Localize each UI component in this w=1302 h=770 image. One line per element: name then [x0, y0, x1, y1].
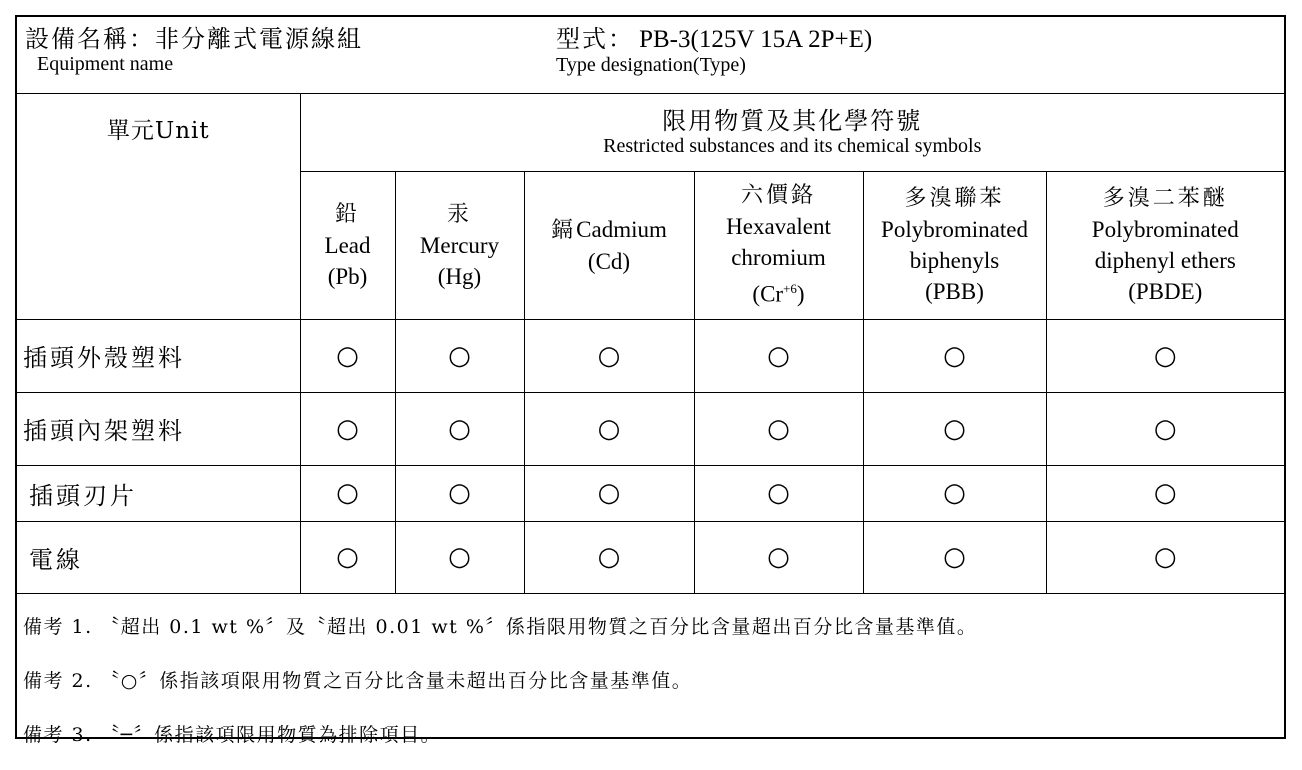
- status-mark: ○: [524, 319, 694, 392]
- status-mark: ○: [300, 465, 395, 521]
- cadmium-symbol: (Cd): [587, 248, 631, 274]
- lead-zh: 鉛: [334, 201, 360, 227]
- pbb-zh: 多溴聯苯: [904, 186, 1005, 211]
- status-mark: ○: [694, 319, 863, 392]
- lead-en: Lead: [324, 232, 371, 258]
- rohs-declaration-sheet: [15, 15, 1286, 746]
- pbb-symbol: (PBB): [925, 279, 984, 304]
- substance-pbb: [863, 171, 1046, 319]
- status-mark: ○: [524, 521, 694, 593]
- status-mark: ○: [863, 465, 1046, 521]
- status-mark: ○: [863, 319, 1046, 392]
- lead-symbol: (Pb): [327, 263, 368, 289]
- status-mark: ○: [300, 319, 395, 392]
- type-designation-cell: [556, 17, 1284, 93]
- table-row: [17, 521, 1284, 593]
- header-row: [17, 17, 1284, 93]
- pbde-symbol: (PBDE): [1128, 279, 1203, 304]
- restricted-title-row: [17, 93, 1284, 171]
- chromium-en2: chromium: [731, 245, 826, 271]
- note-3: 備考 3. 〝─〞係指該項限用物質為排除項目。: [23, 723, 442, 746]
- chromium-en1: Hexavalent: [726, 214, 831, 240]
- status-mark: ○: [1046, 319, 1284, 392]
- equipment-label-en: Equipment name: [37, 53, 174, 75]
- restricted-title-en: Restricted substances and its chemical symbols: [603, 135, 982, 157]
- unit-name: 插頭刃片: [17, 465, 300, 521]
- pbde-en1: Polybrominated: [1091, 217, 1239, 242]
- status-mark: ○: [395, 521, 524, 593]
- pbb-en2: biphenyls: [909, 248, 1000, 273]
- status-mark: ○: [694, 465, 863, 521]
- note-1: 備考 1. 〝超出 0.1 wt %〞及〝超出 0.01 wt %〞係指限用物質之百分比含量超出百分比含量基準值。: [23, 615, 978, 638]
- status-mark: ○: [694, 521, 863, 593]
- type-label-zh: 型式：: [556, 25, 634, 53]
- status-mark: ○: [395, 465, 524, 521]
- substance-lead: [300, 171, 395, 319]
- substance-cadmium: [524, 171, 694, 319]
- cadmium-zh: 鎘: [551, 217, 577, 243]
- unit-name: 電線: [17, 521, 300, 593]
- status-mark: ○: [524, 392, 694, 465]
- status-mark: ○: [863, 392, 1046, 465]
- table-row: [17, 465, 1284, 521]
- table-row: [17, 392, 1284, 465]
- status-mark: ○: [395, 319, 524, 392]
- status-mark: ○: [1046, 521, 1284, 593]
- status-mark: ○: [300, 392, 395, 465]
- type-value: PB-3(125V 15A 2P+E): [639, 26, 873, 53]
- table-row: [17, 319, 1284, 392]
- restricted-substances-table: [17, 17, 1284, 770]
- substance-hexavalent-chromium: [694, 171, 863, 319]
- substance-mercury: [395, 171, 524, 319]
- notes-cell: [17, 593, 1284, 770]
- type-label-en: Type designation(Type): [556, 54, 746, 76]
- status-mark: ○: [300, 521, 395, 593]
- pbde-en2: diphenyl ethers: [1094, 248, 1236, 273]
- unit-name: 插頭外殼塑料: [17, 319, 300, 392]
- mercury-zh: 汞: [446, 201, 472, 227]
- status-mark: ○: [1046, 465, 1284, 521]
- cadmium-en: Cadmium: [576, 216, 667, 242]
- note-2: 備考 2. 〝○〞係指該項限用物質之百分比含量未超出百分比含量基準值。: [23, 669, 693, 692]
- substance-pbde: [1046, 171, 1284, 319]
- mercury-en: Mercury: [419, 232, 500, 258]
- unit-header: 單元Unit: [17, 93, 300, 319]
- status-mark: ○: [863, 521, 1046, 593]
- status-mark: ○: [395, 392, 524, 465]
- restricted-title-cell: [300, 93, 1284, 171]
- pbde-zh: 多溴二苯醚: [1102, 186, 1228, 211]
- chromium-symbol: $(Cr^{+6})$: [752, 281, 805, 307]
- notes-row: [17, 593, 1284, 770]
- chromium-zh: 六價鉻: [740, 183, 816, 209]
- restricted-title-zh: 限用物質及其化學符號: [662, 107, 923, 135]
- mercury-symbol: (Hg): [437, 263, 482, 289]
- status-mark: ○: [694, 392, 863, 465]
- status-mark: ○: [524, 465, 694, 521]
- equipment-label-zh: 設備名稱：非分離式電源線組: [25, 25, 363, 53]
- unit-name: 插頭內架塑料: [17, 392, 300, 465]
- status-mark: ○: [1046, 392, 1284, 465]
- pbb-en1: Polybrominated: [881, 217, 1028, 242]
